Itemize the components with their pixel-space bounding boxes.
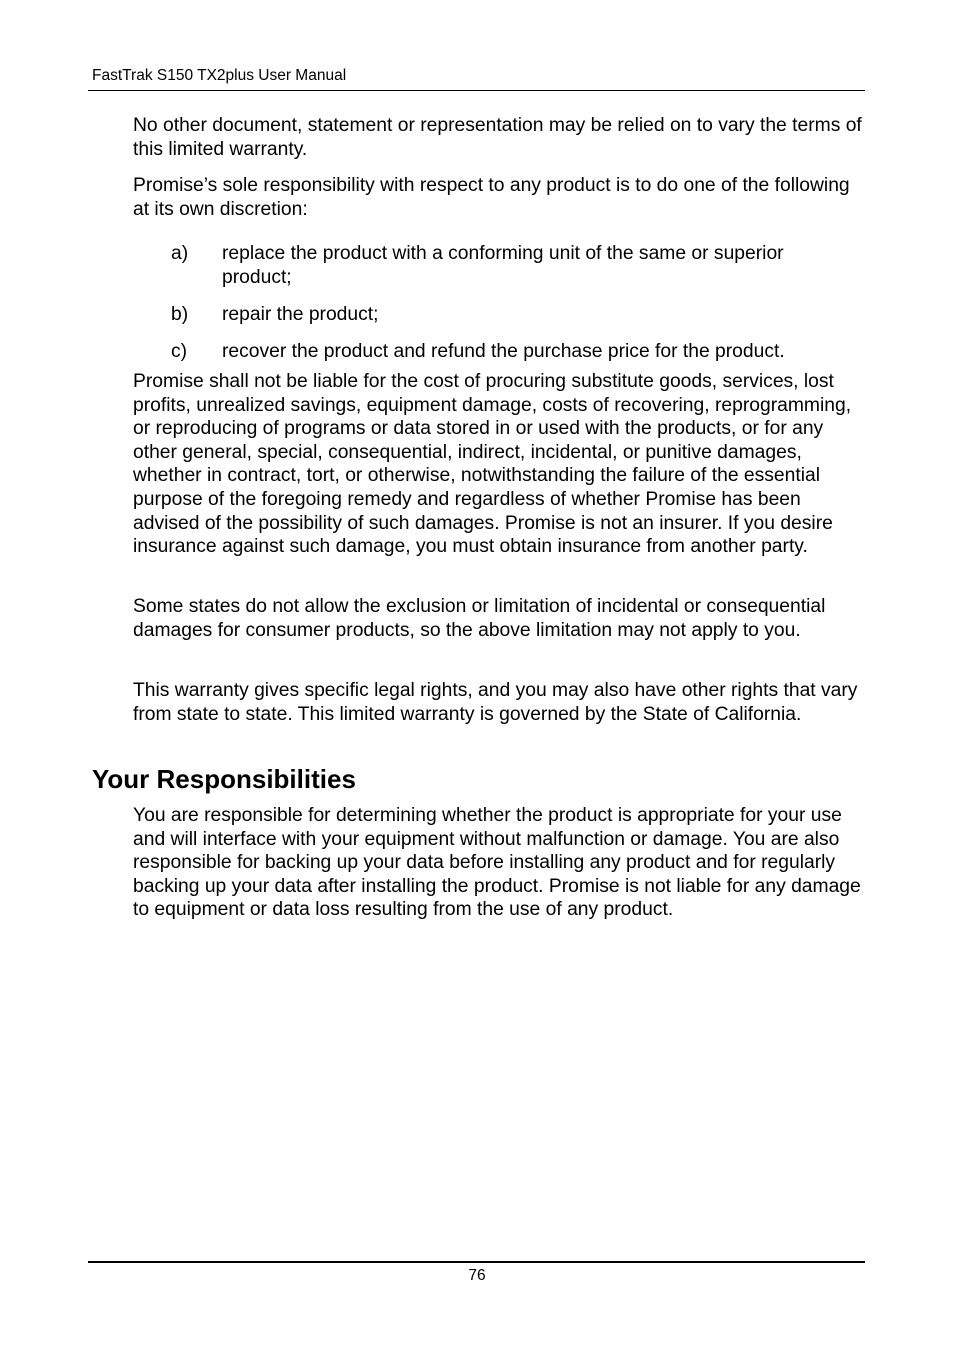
header-title: FastTrak S150 TX2plus User Manual bbox=[92, 67, 347, 84]
list-marker: b) bbox=[171, 304, 189, 325]
paragraph-not-liable: Promise shall not be liable for the cost of procuring substitute goods, services, lost profits, unrealized savings, equipment damage, costs of recovering, reprogramming, or reproducing of programs or data stored in or used with the products, or for any other general, special, consequential, indirect, incidental, or punitive damages, whether in contract, tort, or otherwise, notwithstanding the failure of the essential purpose of the foregoing remedy and regardless of whether Promise has been advised of the possibility of such damages. Promise is not an insurer. If you desire insurance against such damage, you must obtain insurance from another party. bbox=[133, 371, 852, 558]
paragraph-no-other-document: No other document, statement or representation may be relied on to vary the terms of this limited warranty. bbox=[133, 115, 862, 160]
list-item-text: repair the product; bbox=[222, 304, 379, 325]
list-item-text: replace the product with a conforming unit of the same or superior product; bbox=[222, 243, 784, 288]
page-header bbox=[88, 66, 865, 91]
paragraph-legal-rights: This warranty gives specific legal rights, and you may also have other rights that vary from state to state. This limited warranty is governed by the State of California. bbox=[133, 680, 858, 725]
page-number: 76 bbox=[468, 1267, 486, 1284]
footer-rule bbox=[88, 1261, 865, 1263]
section-heading-your-responsibilities: Your Responsibilities bbox=[92, 764, 356, 794]
list-item-text: recover the product and refund the purchase price for the product. bbox=[222, 341, 785, 362]
list-marker: c) bbox=[171, 341, 188, 362]
paragraph-responsibilities: You are responsible for determining whether the product is appropriate for your use and will interface with your equipment without malfunction or damage. You are also responsible for backing up your data before installing any product and for regularly backing up your data after installing the product. Promise is not liable for any damage to equipment or data loss resulting from the use of any product. bbox=[133, 805, 861, 921]
paragraph-sole-responsibility: Promise’s sole responsibility with respect to any product is to do one of the following at its own discretion: bbox=[133, 175, 850, 220]
list-marker: a) bbox=[171, 243, 189, 264]
paragraph-some-states: Some states do not allow the exclusion or limitation of incidental or consequential damages for consumer products, so the above limitation may not apply to you. bbox=[133, 596, 826, 641]
